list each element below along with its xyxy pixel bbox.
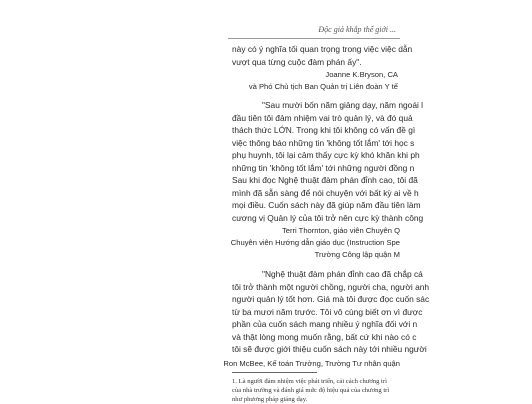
running-header: Độc giả khắp thế giới ... bbox=[318, 25, 396, 34]
intro-paragraph bbox=[232, 43, 532, 68]
attribution-line: và Phó Chủ tịch Ban Quản trị Liên đoàn Y tế bbox=[248, 82, 398, 91]
attribution-3 bbox=[223, 358, 400, 370]
text-line: đầu tiên tôi đảm nhiệm vai trò quản lý, và đó quả bbox=[232, 112, 413, 123]
footnote-line: 1. Là người đảm nhiệm việc phát triển, cải cách chương trì bbox=[232, 378, 387, 385]
footnote bbox=[232, 378, 389, 404]
text-line: phụ huynh, tôi lại cảm thấy cực kỳ khó khăn khi ph bbox=[232, 150, 420, 160]
text-line: "Sau mười bốn năm giảng dạy, năm ngoái l bbox=[262, 100, 424, 110]
footnote-line: của nhà trường và đánh giá mức độ hiệu quả của chương trì bbox=[232, 386, 390, 394]
text-line: việc thông báo những tin 'không tốt lắm' tới học s bbox=[232, 137, 415, 148]
text-line: "Nghệ thuật đàm phán đỉnh cao đã chắp cá bbox=[262, 269, 423, 279]
text-line: Sau khi đọc Nghệ thuật đàm phán đỉnh cao, tôi đã bbox=[232, 175, 418, 185]
text-line: mọi điều. Cuốn sách này đã giúp năm đầu tiên làm bbox=[232, 200, 421, 210]
footnote-divider bbox=[232, 372, 317, 373]
testimonial-quote-3 bbox=[232, 268, 532, 356]
attribution-line: Ron McBee, Kế toán Trưởng, Trường Tư nhân quận bbox=[223, 359, 400, 368]
text-line: phần của cuốn sách mang nhiều ý nghĩa đối với n bbox=[232, 319, 418, 329]
attribution-line: Terri Thornton, giáo viên Chuyên Q bbox=[281, 226, 400, 235]
text-line: từ ba mươi năm trước. Tôi vô cùng biết ơn vì được bbox=[232, 306, 423, 317]
attribution-line: Joanne K.Bryson, CA bbox=[325, 70, 398, 79]
header-divider bbox=[228, 38, 400, 39]
attribution-1 bbox=[249, 69, 398, 93]
text-line: và thật lòng mong muốn rằng, bất cứ khi nào có c bbox=[232, 331, 417, 342]
attribution-line: Trường Công lập quận M bbox=[314, 250, 400, 259]
footnote-line: như phương pháp giảng dạy. bbox=[232, 395, 308, 403]
text-line: người quản lý tốt hơn. Giá mà tôi được đọc cuốn sác bbox=[232, 294, 430, 304]
text-line: những tin 'không tốt lắm' tới những người đồng n bbox=[232, 162, 415, 173]
text-line: thách thức LỚN. Trong khi tôi không có vấn đề gì bbox=[232, 125, 416, 135]
text-line: vượt qua từng cuộc đàm phán ấy". bbox=[232, 56, 362, 67]
text-line: tôi trở thành một người chồng, người cha, người anh bbox=[232, 281, 430, 292]
text-line: mình đã sẵn sàng để nói chuyện với bất kỳ ai về h bbox=[232, 187, 419, 198]
testimonial-quote-2 bbox=[232, 99, 532, 224]
text-line: tôi sẽ được giới thiệu cuốn sách này tới nhiều người bbox=[232, 344, 427, 354]
text-line: này có ý nghĩa tối quan trọng trong việc việc dẫn bbox=[232, 44, 413, 54]
attribution-line: Chuyên viên Hướng dẫn giáo dục (Instruction Spe bbox=[230, 238, 400, 247]
attribution-2 bbox=[231, 225, 400, 261]
text-line: cương vị Quản lý của tôi trở nên cực kỳ thành công bbox=[232, 212, 424, 223]
